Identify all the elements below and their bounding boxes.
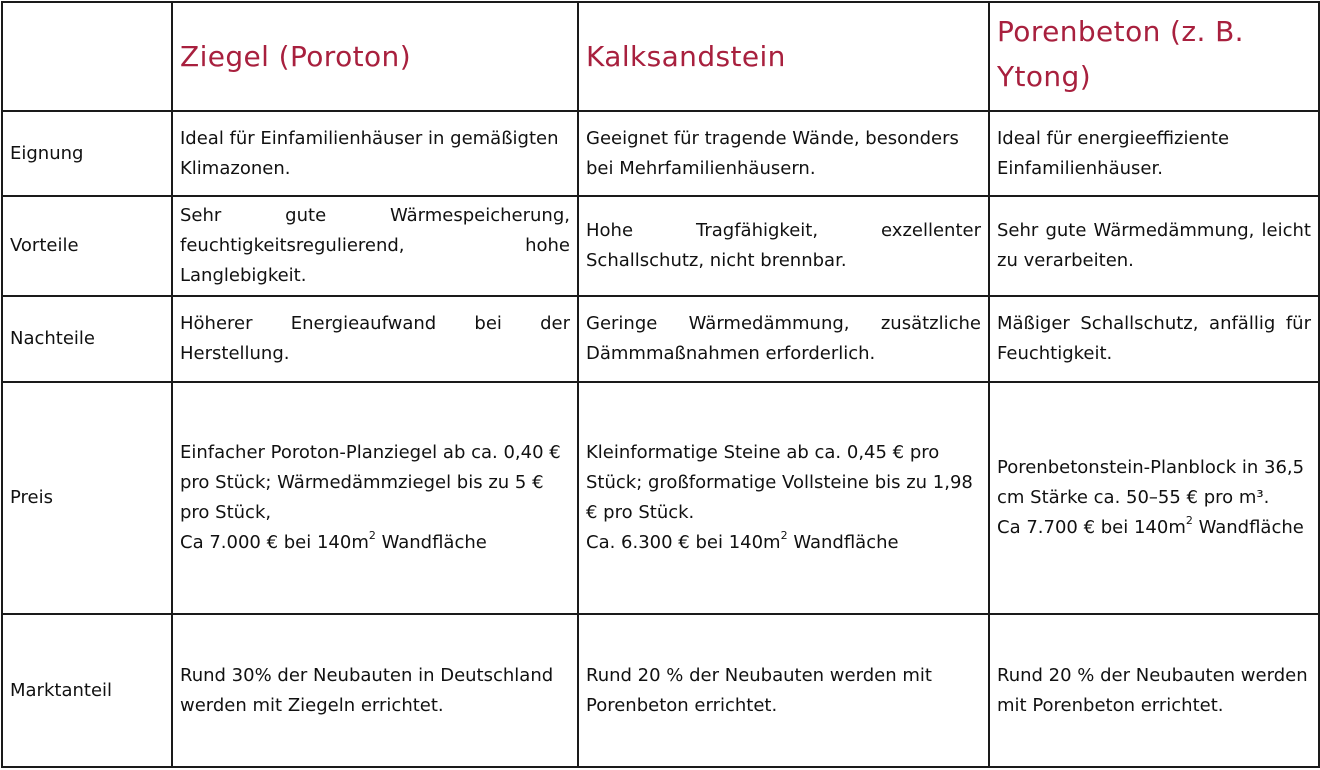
header-corner [2, 2, 172, 111]
row-label-marktanteil: Marktanteil [2, 614, 172, 767]
cell-vorteile-ziegel: Sehr gute Wärmespeicherung, feuchtigkeitsregulierend, hohe Langlebigkeit. [172, 196, 578, 296]
header-porenbeton-line1: Porenbeton (z. B. [997, 15, 1244, 48]
preis-kalksandstein-sup: 2 [780, 529, 788, 542]
preis-porenbeton-text: Porenbetonstein-Planblock in 36,5 cm Stärke ca. 50–55 € pro m³. [997, 457, 1305, 508]
preis-kalksandstein-text: Kleinformatige Steine ab ca. 0,45 € pro Stück; großformatige Vollsteine bis zu 1,98 € pro Stück. [586, 442, 973, 523]
cell-eignung-porenbeton: Ideal für energieeffiziente Einfamilienhäuser. [989, 111, 1319, 196]
preis-kalksandstein-total: Ca. 6.300 € bei 140m [586, 532, 781, 553]
cell-nachteile-porenbeton: Mäßiger Schallschutz, anfällig für Feuchtigkeit. [989, 296, 1319, 382]
comparison-table [1, 1, 1320, 768]
preis-porenbeton-sup: 2 [1185, 514, 1193, 527]
preis-ziegel-total: Ca 7.000 € bei 140m [180, 532, 369, 553]
preis-ziegel-unit: Wandfläche [375, 532, 487, 553]
preis-ziegel-text: Einfacher Poroton-Planziegel ab ca. 0,40 € pro Stück; Wärmedämmziegel bis zu 5 € pro Stück, [180, 442, 561, 523]
header-porenbeton-line2: Ytong) [997, 60, 1092, 93]
cell-nachteile-kalksandstein: Geringe Wärmedämmung, zusätzliche Dämmmaßnahmen erforderlich. [578, 296, 989, 382]
cell-preis-porenbeton [989, 382, 1319, 614]
row-eignung [2, 111, 1319, 196]
cell-preis-kalksandstein [578, 382, 989, 614]
header-kalksandstein: Kalksandstein [578, 2, 989, 111]
row-marktanteil [2, 614, 1319, 767]
cell-nachteile-ziegel: Höherer Energieaufwand bei der Herstellung. [172, 296, 578, 382]
cell-vorteile-kalksandstein: Hohe Tragfähigkeit, exzellenter Schallschutz, nicht brennbar. [578, 196, 989, 296]
header-row [2, 2, 1319, 111]
cell-eignung-ziegel: Ideal für Einfamilienhäuser in gemäßigten Klimazonen. [172, 111, 578, 196]
preis-kalksandstein-unit: Wandfläche [787, 532, 899, 553]
preis-porenbeton-unit: Wandfläche [1192, 517, 1304, 538]
cell-vorteile-porenbeton: Sehr gute Wärmedämmung, leicht zu verarbeiten. [989, 196, 1319, 296]
cell-marktanteil-kalksandstein: Rund 20 % der Neubauten werden mit Porenbeton errichtet. [578, 614, 989, 767]
preis-porenbeton-total: Ca 7.700 € bei 140m [997, 517, 1186, 538]
row-label-nachteile: Nachteile [2, 296, 172, 382]
row-label-vorteile: Vorteile [2, 196, 172, 296]
cell-eignung-kalksandstein: Geeignet für tragende Wände, besonders bei Mehrfamilienhäusern. [578, 111, 989, 196]
cell-marktanteil-porenbeton: Rund 20 % der Neubauten werden mit Porenbeton errichtet. [989, 614, 1319, 767]
row-label-preis: Preis [2, 382, 172, 614]
row-preis [2, 382, 1319, 614]
preis-ziegel-sup: 2 [368, 529, 376, 542]
row-nachteile [2, 296, 1319, 382]
cell-preis-ziegel [172, 382, 578, 614]
header-ziegel: Ziegel (Poroton) [172, 2, 578, 111]
cell-marktanteil-ziegel: Rund 30% der Neubauten in Deutschland werden mit Ziegeln errichtet. [172, 614, 578, 767]
row-vorteile [2, 196, 1319, 296]
header-porenbeton [989, 2, 1319, 111]
row-label-eignung: Eignung [2, 111, 172, 196]
